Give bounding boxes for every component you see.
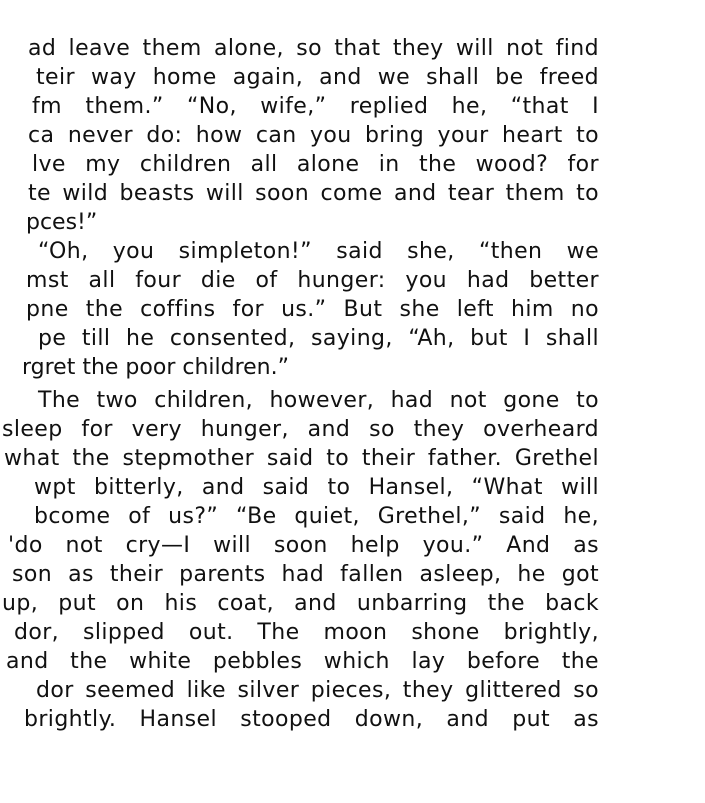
text-line: bcome of us?” “Be quiet, Grethel,” said he, <box>34 504 599 529</box>
text-line: teir way home again, and we shall be freed <box>36 65 599 90</box>
text-line: pces!” <box>26 210 98 235</box>
text-line: brightly. Hansel stooped down, and put as <box>24 707 599 732</box>
text-line: ad leave them alone, so that they will not find <box>28 36 599 61</box>
text-line: dor, slipped out. The moon shone brightly, <box>14 620 599 645</box>
paragraph-1 <box>0 34 705 237</box>
text-line: pne the coffins for us.” But she left him no <box>26 297 599 322</box>
text-line: up, put on his coat, and unbarring the back <box>2 591 599 616</box>
text-line: what the stepmother said to their father. Grethel <box>4 446 599 471</box>
text-line: mst all four die of hunger: you had better <box>26 268 599 293</box>
text-line: wpt bitterly, and said to Hansel, “What will <box>34 475 599 500</box>
document-page <box>0 34 705 734</box>
text-line: dor seemed like silver pieces, they glittered so <box>36 678 599 703</box>
text-line: and the white pebbles which lay before the <box>6 649 599 674</box>
text-line: sleep for very hunger, and so they overheard <box>2 417 599 442</box>
text-line: pe till he consented, saying, “Ah, but I shall <box>38 326 599 351</box>
text-line: 'do not cry—I will soon help you.” And as <box>8 533 599 558</box>
text-line: te wild beasts will soon come and tear them to <box>28 181 599 206</box>
paragraph-3 <box>0 386 705 734</box>
text-line: “Oh, you simpleton!” said she, “then we <box>38 239 599 264</box>
text-line: son as their parents had fallen asleep, he got <box>12 562 599 587</box>
text-line: The two children, however, had not gone to <box>38 388 599 413</box>
text-line: lve my children all alone in the wood? for <box>32 152 599 177</box>
text-line: ca never do: how can you bring your heart to <box>28 123 599 148</box>
text-line: rgret the poor children.” <box>22 355 290 380</box>
text-line: fm them.” “No, wife,” replied he, “that I <box>32 94 599 119</box>
paragraph-2 <box>0 237 705 382</box>
